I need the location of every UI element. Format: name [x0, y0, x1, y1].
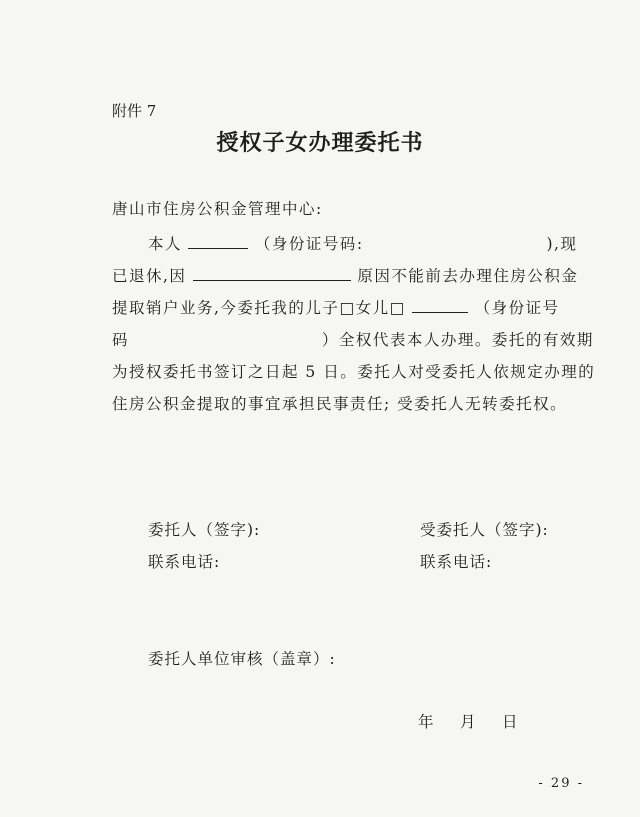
agent-signature-label: 受委托人（签字): — [420, 521, 549, 539]
body-line-6: 住房公积金提取的事宜承担民事责任; 受委托人无转委托权。 — [112, 395, 568, 413]
body-line-5: 为授权委托书签订之日起 5 日。委托人对受委托人依规定办理的 — [112, 363, 596, 381]
date-month: 月 — [460, 713, 477, 731]
principal-signature-label: 委托人（签字): — [148, 521, 261, 539]
text-reason: 原因不能前去办理住房公积金 — [357, 267, 579, 285]
document-title: 授权子女办理委托书 — [216, 130, 424, 156]
text-self: 本人 — [148, 235, 183, 253]
text-daughter: 女儿 — [355, 299, 390, 317]
date-day: 日 — [502, 713, 519, 731]
page-number: - 29 - — [538, 776, 584, 791]
text-id-label-2: （身份证号 — [474, 299, 560, 317]
agent-name-blank — [412, 298, 468, 313]
text-id-label: （身份证号码: — [254, 235, 364, 253]
agent-phone-label: 联系电话: — [420, 553, 493, 571]
son-checkbox: □ — [339, 299, 356, 317]
text-entrust: 提取销户业务,今委托我的儿子 — [112, 299, 340, 317]
body-line-2 — [112, 264, 578, 286]
daughter-checkbox: □ — [389, 299, 406, 317]
text-code: 码 — [112, 331, 130, 349]
date-year: 年 — [418, 713, 435, 731]
text-now: ),现 — [546, 235, 578, 253]
unit-review-label: 委托人单位审核（盖章）: — [148, 650, 336, 668]
name-blank — [188, 234, 248, 249]
body-line-4 — [112, 328, 594, 350]
reason-blank — [193, 266, 351, 281]
body-line-1 — [148, 232, 577, 254]
text-retired: 已退休,因 — [112, 267, 187, 285]
body-line-3 — [112, 296, 560, 318]
principal-phone-label: 联系电话: — [148, 553, 221, 571]
attachment-label: 附件 7 — [112, 102, 157, 120]
addressee: 唐山市住房公积金管理中心: — [112, 200, 323, 218]
text-full-authority: ）全权代表本人办理。委托的有效期 — [321, 331, 594, 349]
